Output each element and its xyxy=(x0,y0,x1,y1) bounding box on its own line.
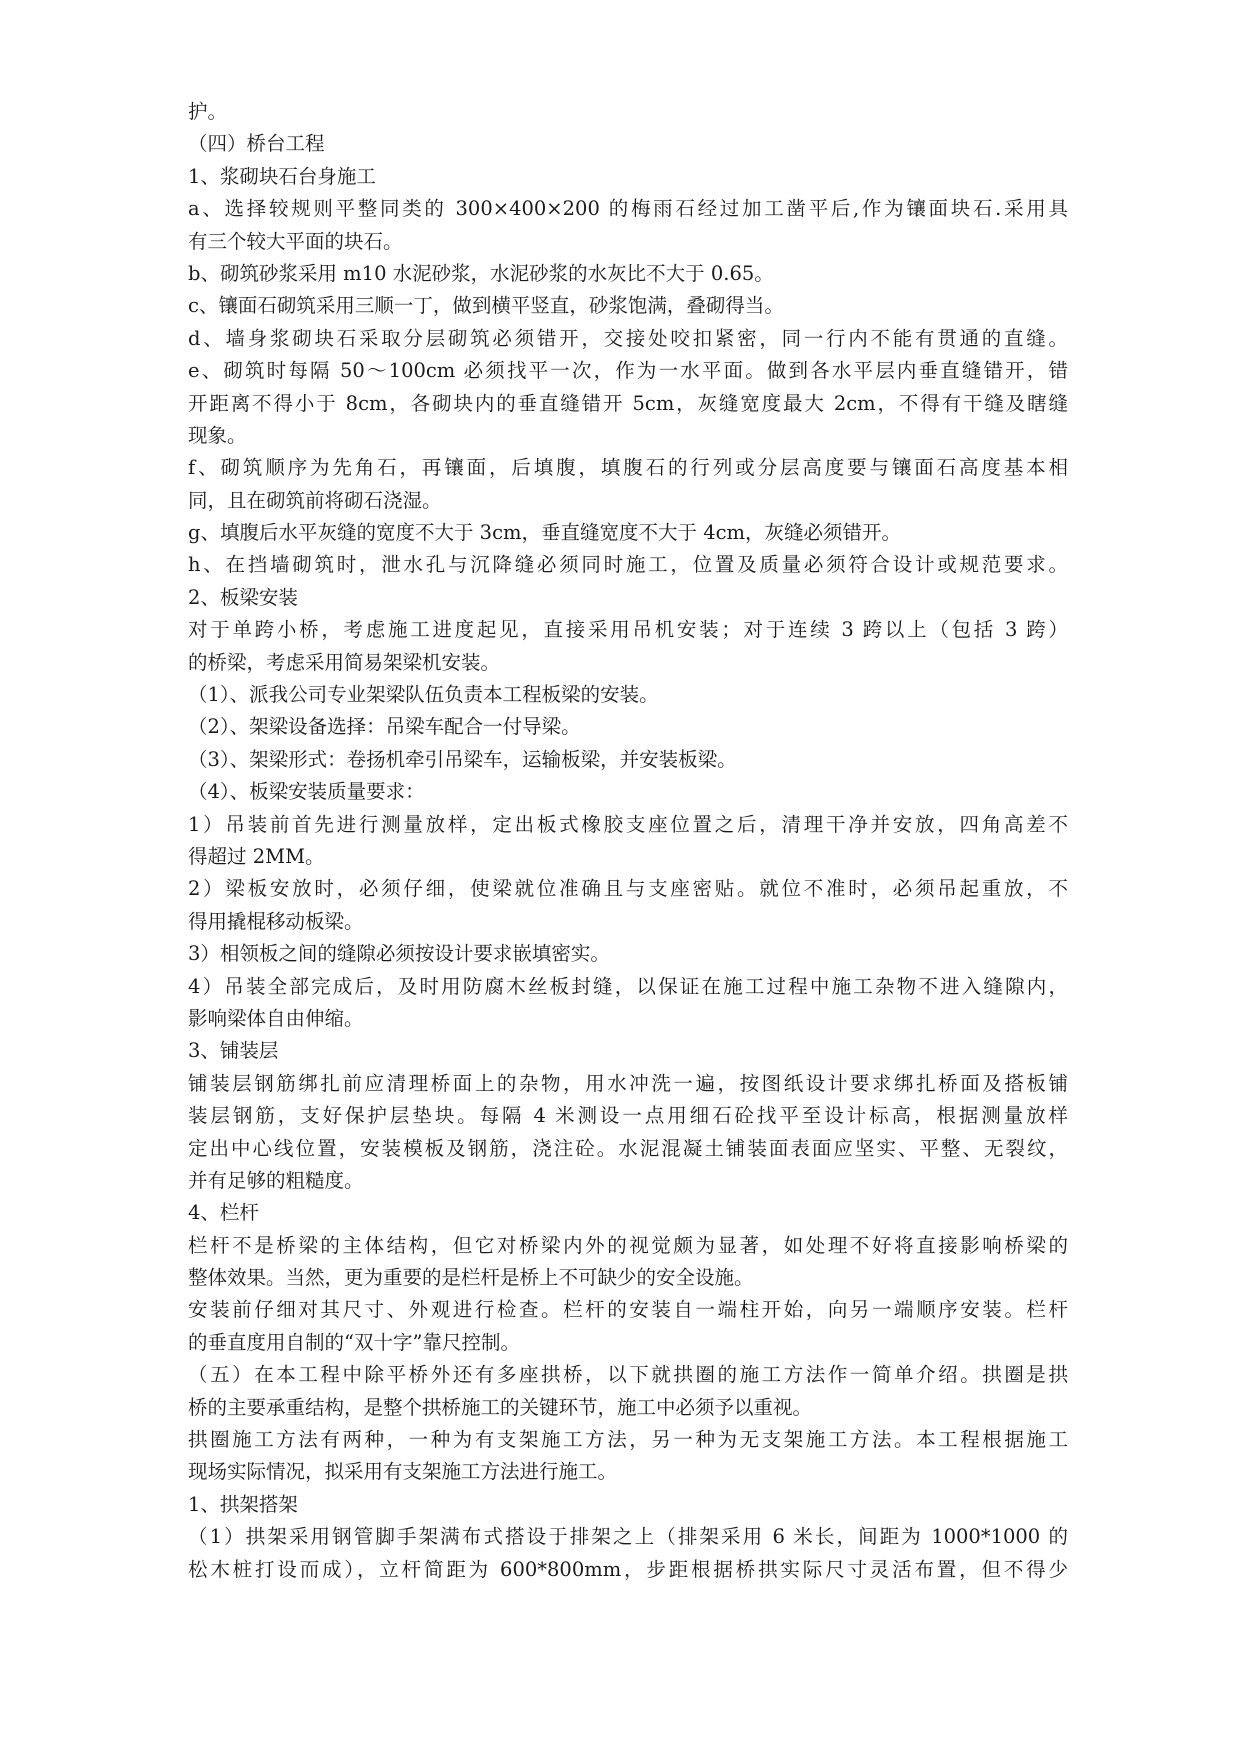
text-line: c、镶面石砌筑采用三顺一丁，做到横平竖直，砂浆饱满，叠砌得当。 xyxy=(188,294,784,318)
text-line: 2、板梁安装 xyxy=(188,585,298,609)
text-line: 现象。 xyxy=(188,423,247,447)
text-line: 1、拱架搭架 xyxy=(188,1492,298,1516)
text-line: 对于单跨小桥，考虑施工进度起见，直接采用吊机安装；对于连续 3 跨以上（包括 3 跨） xyxy=(188,618,1068,642)
text-line: 护。 xyxy=(188,100,228,123)
text-line: 的垂直度用自制的“双十字”靠尺控制。 xyxy=(188,1330,520,1354)
text-line: f、砌筑顺序为先角石，再镶面，后填腹，填腹石的行列或分层高度要与镶面石高度基本相 xyxy=(188,456,1068,480)
text-line: 装层钢筋，支好保护层垫块。每隔 4 米测设一点用细石砼找平至设计标高，根据测量放样 xyxy=(188,1104,1068,1128)
text-line: 松木桩打设而成），立杆简距为 600*800mm，步距根据桥拱实际尺寸灵活布置，但不得少 xyxy=(188,1557,1068,1581)
text-line: 2）梁板安放时，必须仔细，使梁就位准确且与支座密贴。就位不准时，必须吊起重放，不 xyxy=(188,877,1068,901)
text-line: 并有足够的粗糙度。 xyxy=(188,1168,364,1192)
text-line: （四）桥台工程 xyxy=(188,132,325,156)
text-line: 栏杆不是桥梁的主体结构，但它对桥梁内外的视觉颇为显著，如处理不好将直接影响桥梁的 xyxy=(188,1233,1068,1257)
text-line: 3、铺装层 xyxy=(188,1039,279,1063)
text-line: 3）相领板之间的缝隙必须按设计要求嵌填密实。 xyxy=(188,942,610,966)
text-line: （五）在本工程中除平桥外还有多座拱桥，以下就拱圈的施工方法作一简单介绍。拱圈是拱 xyxy=(188,1363,1068,1387)
text-line: 有三个较大平面的块石。 xyxy=(188,229,403,253)
text-line: （3）、架梁形式：卷扬机牵引吊梁车，运输板梁，并安装板梁。 xyxy=(188,747,737,771)
document-page xyxy=(188,96,1068,1586)
text-line: 1、浆砌块石台身施工 xyxy=(188,164,376,188)
text-line: 拱圈施工方法有两种，一种为有支架施工方法，另一种为无支架施工方法。本工程根据施工 xyxy=(188,1428,1068,1452)
text-line: h、在挡墙砌筑时，泄水孔与沉降缝必须同时施工，位置及质量必须符合设计或规范要求。 xyxy=(188,553,1068,577)
text-line: 安装前仔细对其尺寸、外观进行检查。栏杆的安装自一端柱开始，向另一端顺序安装。栏杆 xyxy=(188,1298,1068,1322)
text-line: e、砌筑时每隔 50～100cm 必须找平一次，作为一水平面。做到各水平层内垂直缝错开，错 xyxy=(188,359,1068,383)
text-line: 影响梁体自由伸缩。 xyxy=(188,1006,364,1030)
text-line: g、填腹后水平灰缝的宽度不大于 3cm，垂直缝宽度不大于 4cm，灰缝必须错开。 xyxy=(188,521,902,545)
text-line: 4）吊装全部完成后，及时用防腐木丝板封缝，以保证在施工过程中施工杂物不进入缝隙内， xyxy=(188,974,1068,998)
text-line: 整体效果。当然，更为重要的是栏杆是桥上不可缺少的安全设施。 xyxy=(188,1266,754,1290)
text-line: 开距离不得小于 8cm，各砌块内的垂直缝错开 5cm，灰缝宽度最大 2cm，不得有干缝及瞎缝 xyxy=(188,391,1068,415)
text-line: 铺装层钢筋绑扎前应清理桥面上的杂物，用水冲洗一遍，按图纸设计要求绑扎桥面及搭板铺 xyxy=(188,1071,1068,1095)
text-line: （4）、板梁安装质量要求： xyxy=(188,780,425,804)
text-line: 定出中心线位置，安装模板及钢筋，浇注砼。水泥混凝土铺装面表面应坚实、平整、无裂纹， xyxy=(188,1136,1068,1160)
text-line: a、选择较规则平整同类的 300×400×200 的梅雨石经过加工凿平后,作为镶面块石.采用具 xyxy=(188,197,1068,221)
text-line: 同，且在砌筑前将砌石浇湿。 xyxy=(188,488,442,512)
text-line: 现场实际情况，拟采用有支架施工方法进行施工。 xyxy=(188,1460,618,1484)
text-line: b、砌筑砂浆采用 m10 水泥砂浆，水泥砂浆的水灰比不大于 0.65。 xyxy=(188,261,774,285)
text-line: （1）、派我公司专业架梁队伍负责本工程板梁的安装。 xyxy=(188,683,659,707)
text-line: 得用撬棍移动板梁。 xyxy=(188,909,364,933)
text-line: 的桥梁，考虑采用简易架梁机安装。 xyxy=(188,650,501,674)
text-line: 桥的主要承重结构，是整个拱桥施工的关键环节，施工中必须予以重视。 xyxy=(188,1395,813,1419)
text-line: （1）拱架采用钢管脚手架满布式搭设于排架之上（排架采用 6 米长，间距为 1000*1000 的 xyxy=(188,1525,1068,1549)
text-line: 4、栏杆 xyxy=(188,1201,259,1225)
text-line: d、墙身浆砌块石采取分层砌筑必须错开，交接处咬扣紧密，同一行内不能有贯通的直缝。 xyxy=(188,326,1068,350)
text-line: （2）、架梁设备选择：吊梁车配合一付导梁。 xyxy=(188,715,581,739)
text-line: 得超过 2MM。 xyxy=(188,844,325,868)
text-line: 1）吊装前首先进行测量放样，定出板式橡胶支座位置之后，清理干净并安放，四角高差不 xyxy=(188,812,1068,836)
